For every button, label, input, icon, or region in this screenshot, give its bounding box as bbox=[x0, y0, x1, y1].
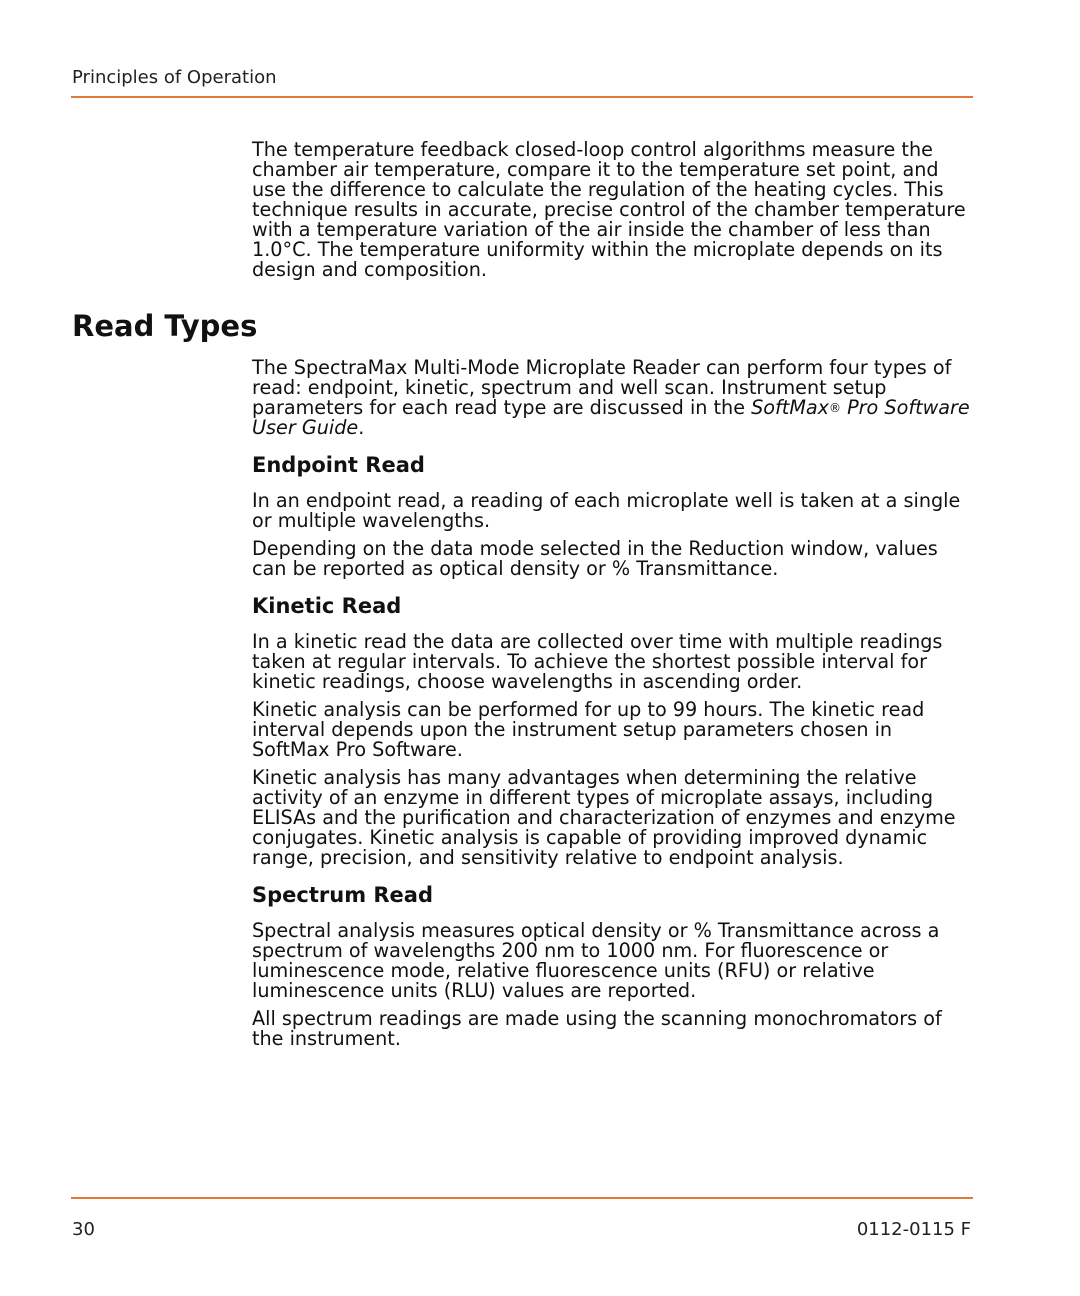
intro-block bbox=[252, 140, 972, 280]
endpoint-heading: Endpoint Read bbox=[252, 453, 425, 477]
header-rule bbox=[71, 96, 973, 98]
section-title: Read Types bbox=[72, 309, 258, 343]
spectrum-paragraph: All spectrum readings are made using the scanning monochromators of the instrument. bbox=[252, 1007, 942, 1050]
read-types-intro: The SpectraMax Multi-Mode Microplate Reader can perform four types of read: endpoint, kinetic, spectrum and well scan. Instrument setup parameters for each read type are discussed in the SoftMax® Pro Software User Guide. bbox=[252, 356, 970, 439]
endpoint-paragraph: In an endpoint read, a reading of each microplate well is taken at a single or multiple wavelengths. bbox=[252, 489, 961, 532]
page-number: 30 bbox=[72, 1219, 95, 1240]
kinetic-paragraph: Kinetic analysis can be performed for up to 99 hours. The kinetic read interval depends upon the instrument setup parameters chosen in SoftMax Pro Software. bbox=[252, 698, 925, 761]
read-types-intro-text: The SpectraMax Multi-Mode Microplate Reader can perform four types of read: endpoint, kinetic, spectrum and well scan. Instrument setup parameters for each read type are discussed in the bbox=[252, 356, 952, 419]
footer-rule bbox=[71, 1197, 973, 1199]
running-header: Principles of Operation bbox=[72, 67, 277, 88]
kinetic-paragraph: Kinetic analysis has many advantages when determining the relative activity of an enzyme in different types of microplate assays, including ELISAs and the purification and characterization of enzymes and enzyme conjugates. Kinetic analysis is capable of providing improved dynamic range, precision, and sensitivity relative to endpoint analysis. bbox=[252, 766, 956, 869]
kinetic-heading: Kinetic Read bbox=[252, 594, 402, 618]
guide-reference: SoftMax® Pro Software User Guide bbox=[252, 396, 970, 439]
endpoint-paragraph: Depending on the data mode selected in the Reduction window, values can be reported as optical density or % Transmittance. bbox=[252, 537, 938, 580]
document-number: 0112-0115 F bbox=[856, 1219, 971, 1240]
read-types-body bbox=[252, 358, 972, 1049]
spectrum-heading: Spectrum Read bbox=[252, 883, 434, 907]
registered-mark: ® bbox=[829, 401, 841, 415]
spectrum-paragraph: Spectral analysis measures optical density or % Transmittance across a spectrum of wavelengths 200 nm to 1000 nm. For fluorescence or luminescence mode, relative fluorescence units (RFU) or relative luminescence units (RLU) values are reported. bbox=[252, 919, 940, 1002]
kinetic-paragraph: In a kinetic read the data are collected over time with multiple readings taken at regular intervals. To achieve the shortest possible interval for kinetic readings, choose wavelengths in ascending order. bbox=[252, 630, 943, 693]
intro-paragraph: The temperature feedback closed-loop control algorithms measure the chamber air temperature, compare it to the temperature set point, and use the difference to calculate the regulation of the heating cycles. This technique results in accurate, precise control of the chamber temperature with a temperature variation of the air inside the chamber of less than 1.0°C. The temperature uniformity within the microplate depends on its design and composition. bbox=[252, 138, 966, 281]
